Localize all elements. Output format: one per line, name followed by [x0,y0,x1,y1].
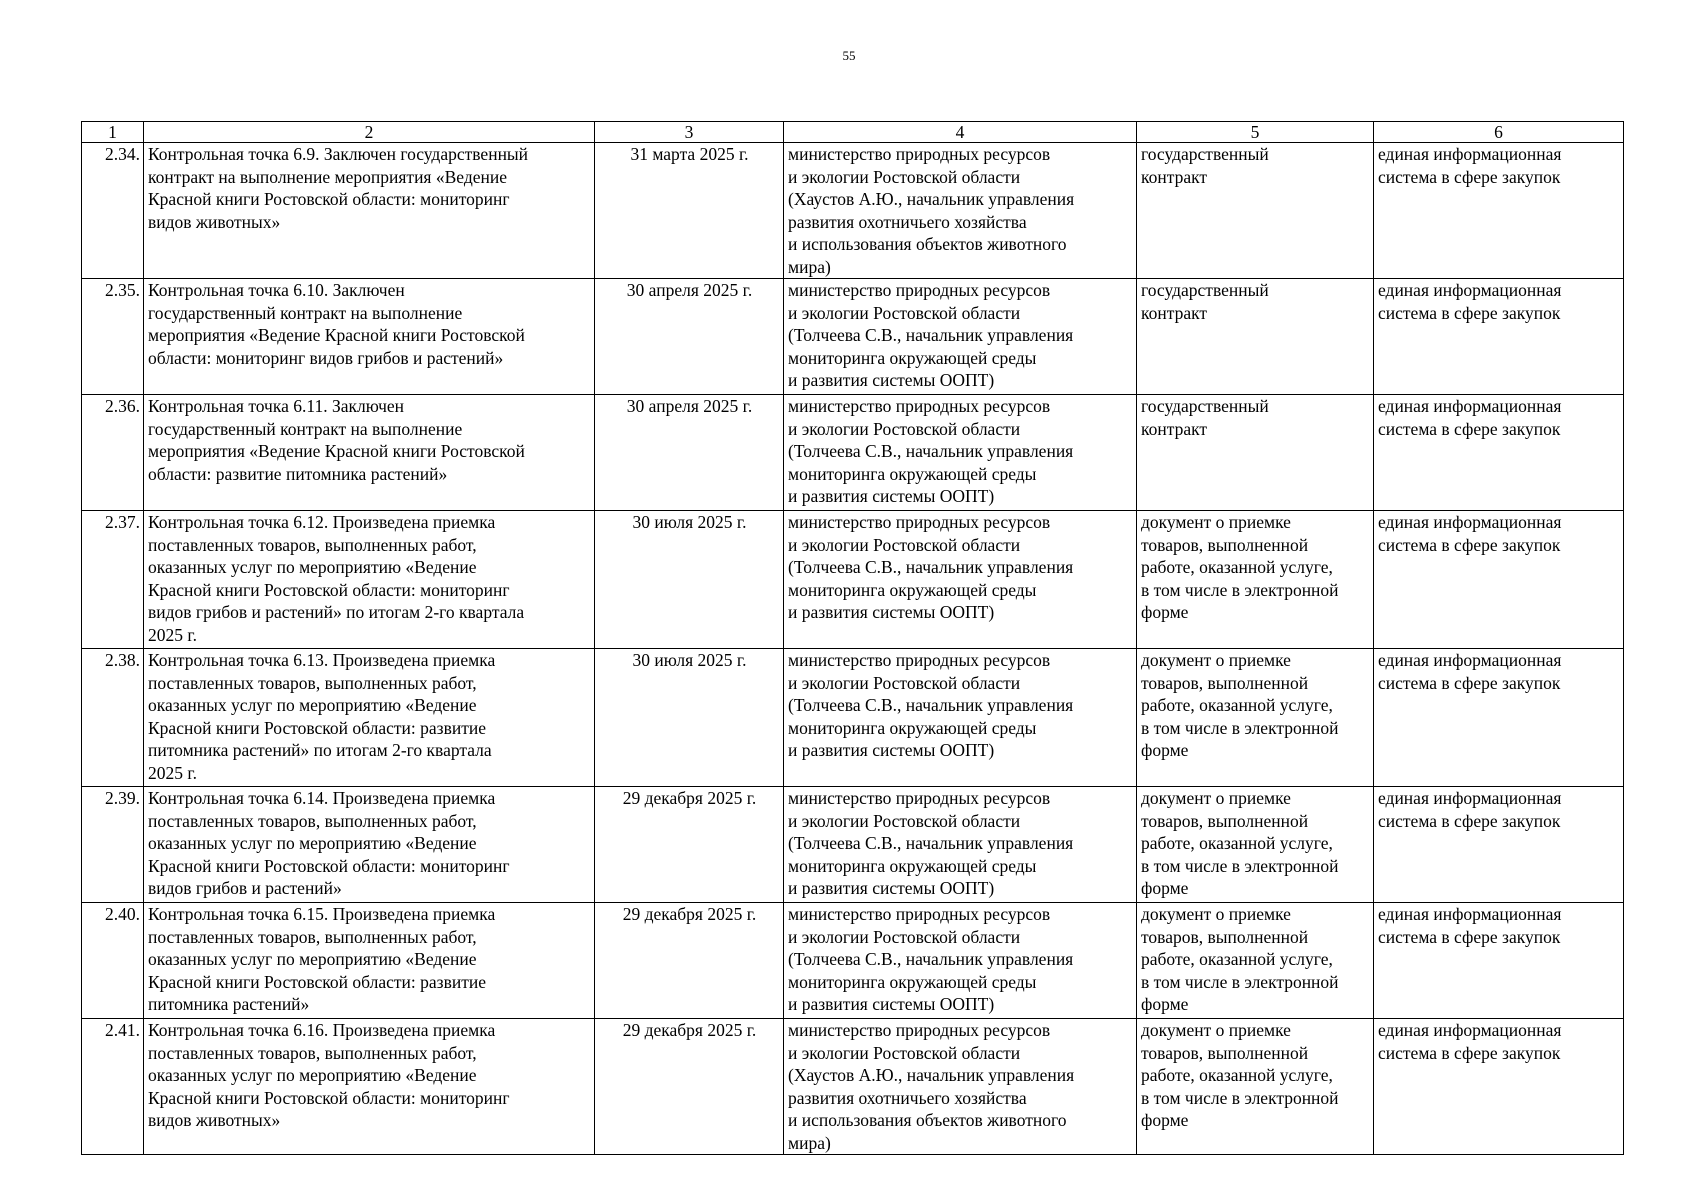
header-row [82,122,1624,143]
row-number-cell: 2.40. [82,903,144,1019]
responsible-cell: министерство природных ресурсов и экологии Ростовской области (Толчеева С.В., начальник управления мониторинга окружающей среды и развития системы ООПТ) [784,511,1137,649]
responsible-cell: министерство природных ресурсов и экологии Ростовской области (Толчеева С.В., начальник управления мониторинга окружающей среды и развития системы ООПТ) [784,787,1137,903]
table-row [82,395,1624,511]
date-cell: 31 марта 2025 г. [595,143,784,279]
date-cell: 30 апреля 2025 г. [595,395,784,511]
responsible-cell: министерство природных ресурсов и экологии Ростовской области (Хаустов А.Ю., начальник управления развития охотничьего хозяйства и использования объектов животного мира) [784,1019,1137,1155]
page-number: 55 [842,48,856,63]
date-cell: 30 апреля 2025 г. [595,279,784,395]
responsible-cell: министерство природных ресурсов и экологии Ростовской области (Хаустов А.Ю., начальник управления развития охотничьего хозяйства и использования объектов животного мира) [784,143,1137,279]
column-header-3: 3 [595,122,784,143]
column-header-1: 1 [82,122,144,143]
info-system-cell: единая информационная система в сфере закупок [1374,649,1624,787]
column-header-5: 5 [1137,122,1374,143]
date-cell: 30 июля 2025 г. [595,511,784,649]
event-cell: Контрольная точка 6.9. Заключен государственный контракт на выполнение мероприятия «Ведение Красной книги Ростовской области: мониторинг видов животных» [144,143,595,279]
responsible-cell: министерство природных ресурсов и экологии Ростовской области (Толчеева С.В., начальник управления мониторинга окружающей среды и развития системы ООПТ) [784,903,1137,1019]
document-cell: документ о приемке товаров, выполненной работе, оказанной услуге, в том числе в электронной форме [1137,787,1374,903]
event-cell: Контрольная точка 6.14. Произведена приемка поставленных товаров, выполненных работ, оказанных услуг по мероприятию «Ведение Красной книги Ростовской области: мониторинг видов грибов и растений» [144,787,595,903]
row-number-cell: 2.38. [82,649,144,787]
document-cell: государственный контракт [1137,279,1374,395]
column-header-4: 4 [784,122,1137,143]
info-system-cell: единая информационная система в сфере закупок [1374,143,1624,279]
table-row [82,511,1624,649]
event-cell: Контрольная точка 6.16. Произведена приемка поставленных товаров, выполненных работ, оказанных услуг по мероприятию «Ведение Красной книги Ростовской области: мониторинг видов животных» [144,1019,595,1155]
info-system-cell: единая информационная система в сфере закупок [1374,787,1624,903]
info-system-cell: единая информационная система в сфере закупок [1374,395,1624,511]
info-system-cell: единая информационная система в сфере закупок [1374,511,1624,649]
responsible-cell: министерство природных ресурсов и экологии Ростовской области (Толчеева С.В., начальник управления мониторинга окружающей среды и развития системы ООПТ) [784,649,1137,787]
responsible-cell: министерство природных ресурсов и экологии Ростовской области (Толчеева С.В., начальник управления мониторинга окружающей среды и развития системы ООПТ) [784,395,1137,511]
table-row [82,903,1624,1019]
table-row [82,143,1624,279]
event-cell: Контрольная точка 6.13. Произведена приемка поставленных товаров, выполненных работ, оказанных услуг по мероприятию «Ведение Красной книги Ростовской области: развитие питомника растений» по итогам 2-го квартала 2025 г. [144,649,595,787]
date-cell: 30 июля 2025 г. [595,649,784,787]
table-row [82,279,1624,395]
document-cell: документ о приемке товаров, выполненной работе, оказанной услуге, в том числе в электронной форме [1137,511,1374,649]
control-points-table [81,121,1624,1155]
row-number-cell: 2.39. [82,787,144,903]
document-cell: государственный контракт [1137,143,1374,279]
document-cell: документ о приемке товаров, выполненной работе, оказанной услуге, в том числе в электронной форме [1137,903,1374,1019]
date-cell: 29 декабря 2025 г. [595,787,784,903]
table-header [82,122,1624,143]
table-body [82,143,1624,1155]
info-system-cell: единая информационная система в сфере закупок [1374,279,1624,395]
document-cell: документ о приемке товаров, выполненной работе, оказанной услуге, в том числе в электронной форме [1137,649,1374,787]
column-header-2: 2 [144,122,595,143]
date-cell: 29 декабря 2025 г. [595,1019,784,1155]
event-cell: Контрольная точка 6.10. Заключен государственный контракт на выполнение мероприятия «Ведение Красной книги Ростовской области: мониторинг видов грибов и растений» [144,279,595,395]
event-cell: Контрольная точка 6.12. Произведена приемка поставленных товаров, выполненных работ, оказанных услуг по мероприятию «Ведение Красной книги Ростовской области: мониторинг видов грибов и растений» по итогам 2-го квартала 2025 г. [144,511,595,649]
info-system-cell: единая информационная система в сфере закупок [1374,1019,1624,1155]
row-number-cell: 2.41. [82,1019,144,1155]
row-number-cell: 2.37. [82,511,144,649]
table-row [82,1019,1624,1155]
column-header-6: 6 [1374,122,1624,143]
document-cell: документ о приемке товаров, выполненной работе, оказанной услуге, в том числе в электронной форме [1137,1019,1374,1155]
event-cell: Контрольная точка 6.11. Заключен государственный контракт на выполнение мероприятия «Ведение Красной книги Ростовской области: развитие питомника растений» [144,395,595,511]
table-row [82,787,1624,903]
row-number-cell: 2.34. [82,143,144,279]
responsible-cell: министерство природных ресурсов и экологии Ростовской области (Толчеева С.В., начальник управления мониторинга окружающей среды и развития системы ООПТ) [784,279,1137,395]
table-row [82,649,1624,787]
info-system-cell: единая информационная система в сфере закупок [1374,903,1624,1019]
row-number-cell: 2.36. [82,395,144,511]
event-cell: Контрольная точка 6.15. Произведена приемка поставленных товаров, выполненных работ, оказанных услуг по мероприятию «Ведение Красной книги Ростовской области: развитие питомника растений» [144,903,595,1019]
document-cell: государственный контракт [1137,395,1374,511]
row-number-cell: 2.35. [82,279,144,395]
date-cell: 29 декабря 2025 г. [595,903,784,1019]
